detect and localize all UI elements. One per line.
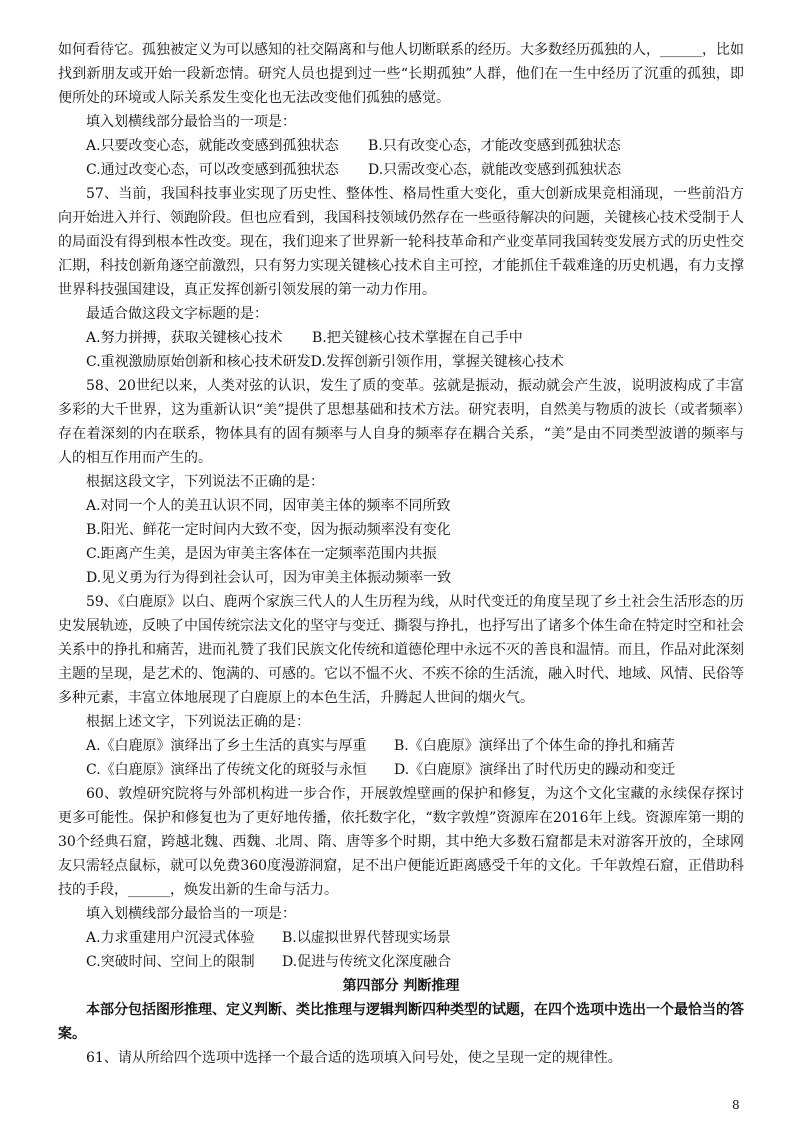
section-intro: 本部分包括图形推理、定义判断、类比推理与逻辑判断四种类型的试题，在四个选项中选出一个最恰当的答案。 — [58, 1002, 744, 1042]
q59-option-a: A.《白鹿原》演绎出了乡土生活的真实与厚重 — [86, 738, 367, 754]
q58-prompt: 根据这段文字，下列说法不正确的是： — [86, 474, 324, 490]
intro-paragraph: 如何看待它。孤独被定义为可以感知的社交隔离和与他人切断联系的经历。大多数经历孤独的人，______，比如找到新朋友或开始一段新恋情。研究人员也提到过一些“长期孤独”人群，他们在一生中经历了沉重的孤独，即便所处的环境或人际关系发生变化也无法改变他们孤独的感觉。 — [58, 42, 744, 106]
q58-option-b: B.阳光、鲜花一定时间内大致不变，因为振动频率没有变化 — [86, 522, 451, 538]
q57-options-row-2 — [58, 350, 744, 374]
q57-option-d: D.发挥创新引领作用，掌握关键核心技术 — [310, 354, 564, 370]
q59-options-row-1 — [58, 734, 744, 758]
q60-option-a: A.力求重建用户沉浸式体验 — [86, 930, 255, 946]
q57-option-b: B.把关键核心技术掌握在自己手中 — [312, 330, 523, 346]
q58-option-d: D.见义勇为行为得到社会认可，因为审美主体振动频率一致 — [86, 570, 452, 586]
q59-option-d: D.《白鹿原》演绎出了时代历史的躁动和变迁 — [394, 762, 676, 778]
q58-text: 58、20世纪以来，人类对弦的认识，发生了质的变革。弦就是振动，振动就会产生波，说明波构成了丰富多彩的大千世界，这为重新认识“美”提供了思想基础和技术方法。研究表明，自然美与物质的波长（或者频率）存在着深刻的内在联系，物体具有的固有频率与人自身的频率存在耦合关系，“美”是由不同类型波谱的频率与人的相互作用而产生的。 — [58, 378, 744, 466]
q58-option-a: A.对同一个人的美丑认识不同，因审美主体的频率不同所致 — [86, 498, 451, 514]
q60-option-c: C.突破时间、空间上的限制 — [86, 954, 255, 970]
q57-option-a: A.努力拼搏，获取关键核心技术 — [86, 330, 283, 346]
q60-option-b: B.以虚拟世界代替现实场景 — [282, 930, 451, 946]
section-heading: 第四部分 判断推理 — [342, 978, 460, 994]
q58-option-c: C.距离产生美，是因为审美主客体在一定频率范围内共振 — [86, 546, 437, 562]
q59-option-b: B.《白鹿原》演绎出了个体生命的挣扎和痛苦 — [394, 738, 675, 754]
q60-options-row-1 — [58, 926, 744, 950]
q60-options-row-2 — [58, 950, 744, 974]
q56-option-c: C.通过改变心态，可以改变感到孤独状态 — [86, 162, 339, 178]
q60-text: 60、敦煌研究院将与外部机构进一步合作，开展敦煌壁画的保护和修复，为这个文化宝藏的永续保存探讨更多可能性。保护和修复也为了更好地传播，依托数字化，“数字敦煌”资源库在2016年上线。资源库第一期的30个经典石窟，跨越北魏、西魏、北周、隋、唐等多个时期，其中绝大多数石窟都是未对游客开放的，全球网友只需轻点鼠标，就可以免费360度漫游洞窟，足不出户便能近距离感受千年的文化。千年敦煌石窟，正借助科技的手段，______，焕发出新的生命与活力。 — [58, 786, 744, 898]
q56-options-row-1 — [58, 134, 744, 158]
q60-option-d: D.促进与传统文化深度融合 — [282, 954, 452, 970]
q56-option-d: D.只需改变心态，就能改变感到孤独状态 — [368, 162, 622, 178]
q56-options-row-2 — [58, 158, 744, 182]
q61-text: 61、请从所给四个选项中选择一个最合适的选项填入问号处，使之呈现一定的规律性。 — [86, 1050, 622, 1066]
page-number: 8 — [732, 1098, 740, 1112]
q56-option-b: B.只有改变心态，才能改变感到孤独状态 — [368, 138, 621, 154]
q59-option-c: C.《白鹿原》演绎出了传统文化的斑驳与永恒 — [86, 762, 367, 778]
q59-options-row-2 — [58, 758, 744, 782]
q56-option-a: A.只要改变心态，就能改变感到孤独状态 — [86, 138, 339, 154]
q57-options-row-1 — [58, 326, 744, 350]
q59-prompt: 根据上述文字，下列说法正确的是： — [86, 714, 310, 730]
q57-option-c: C.重视激励原始创新和核心技术研发 — [86, 354, 311, 370]
q60-prompt: 填入划横线部分最恰当的一项是： — [86, 906, 296, 922]
q57-text: 57、当前，我国科技事业实现了历史性、整体性、格局性重大变化，重大创新成果竞相涌现，一些前沿方向开始进入并行、领跑阶段。但也应看到，我国科技领域仍然存在一些亟待解决的问题，关键核心技术受制于人的局面没有得到根本性改变。现在，我们迎来了世界新一轮科技革命和产业变革同我国转变发展方式的历史性交汇期，科技创新角逐空前激烈，只有努力实现关键核心技术自主可控，才能抓住千载难逢的历史机遇，有力支撑世界科技强国建设，真正发挥创新引领发展的第一动力作用。 — [58, 186, 744, 298]
q59-text: 59、《白鹿原》以白、鹿两个家族三代人的人生历程为线，从时代变迁的角度呈现了乡土社会生活形态的历史发展轨迹，反映了中国传统宗法文化的坚守与变迁、撕裂与挣扎，也抒写出了诸多个体生命在特定时空和社会关系中的挣扎和痛苦，进而礼赞了我们民族文化传统和道德伦理中永远不灭的善良和温情。而且，作品对此深刻主题的呈现，是艺术的、饱满的、可感的。它以不愠不火、不疾不徐的生活流，融入时代、地域、风情、民俗等多种元素，丰富立体地展现了白鹿原上的本色生活，升腾起人世间的烟火气。 — [58, 594, 744, 706]
document-page — [58, 38, 744, 1070]
q57-prompt: 最适合做这段文字标题的是： — [86, 306, 268, 322]
q56-prompt: 填入划横线部分最恰当的一项是： — [86, 114, 296, 130]
